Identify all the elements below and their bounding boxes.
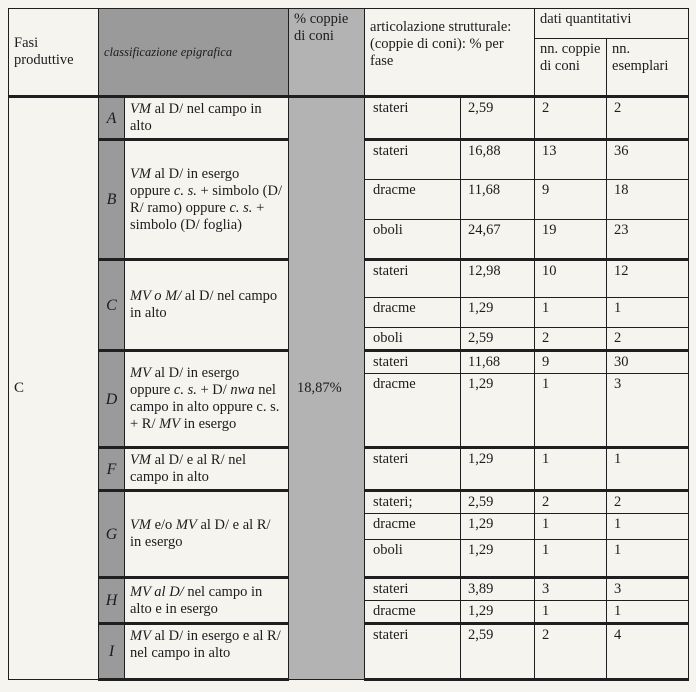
percent-cell: 1,29 (461, 448, 535, 491)
group-description (125, 491, 289, 578)
denomination-cell: stateri (365, 448, 461, 491)
percent-cell: 1,29 (461, 374, 535, 448)
coppie-count-cell: 2 (535, 491, 607, 514)
esemplari-count-cell: 3 (607, 374, 689, 448)
percent-cell: 2,59 (461, 328, 535, 351)
percent-cell: 2,59 (461, 491, 535, 514)
coppie-count-cell: 1 (535, 601, 607, 624)
group-description (125, 448, 289, 491)
coppie-count-cell: 19 (535, 220, 607, 260)
denomination-cell: dracme (365, 298, 461, 328)
percent-cell: 24,67 (461, 220, 535, 260)
percent-cell: 1,29 (461, 298, 535, 328)
description-segment: VM (130, 101, 151, 117)
esemplari-count-cell: 30 (607, 351, 689, 374)
description-segment: al D/ nel campo in alto (130, 101, 262, 134)
esemplari-count-cell: 1 (607, 514, 689, 540)
description-segment: VM (130, 165, 151, 182)
header-fasi: Fasi produttive (9, 9, 99, 97)
denomination-cell: oboli (365, 220, 461, 260)
esemplari-count-cell: 23 (607, 220, 689, 260)
percent-cell: 16,88 (461, 140, 535, 180)
denomination-cell: stateri (365, 140, 461, 180)
denomination-cell: dracme (365, 601, 461, 624)
esemplari-count-cell: 1 (607, 448, 689, 491)
coppie-count-cell: 3 (535, 578, 607, 601)
description-segment: e/o (150, 517, 176, 533)
production-phases-table (8, 8, 689, 681)
description-segment: MV (159, 416, 181, 432)
header-dati: dati quantitativi (535, 9, 689, 39)
esemplari-count-cell: 12 (607, 260, 689, 298)
group-letter: I (99, 624, 125, 680)
denomination-cell: oboli (365, 540, 461, 578)
percent-cell: 1,29 (461, 540, 535, 578)
coppie-count-cell: 1 (535, 514, 607, 540)
denomination-cell: oboli (365, 328, 461, 351)
description-segment: MV al D/ (130, 583, 184, 600)
description-segment: c. s. (173, 182, 197, 199)
description-segment: in esergo (180, 416, 237, 432)
coppie-count-cell: 1 (535, 298, 607, 328)
percent-cell: 11,68 (461, 180, 535, 220)
group-description (125, 351, 289, 448)
group-letter: B (99, 140, 125, 260)
group-description (125, 140, 289, 260)
description-segment: al D/ in esergo oppure (130, 365, 240, 398)
group-description (125, 260, 289, 351)
denomination-cell: stateri (365, 578, 461, 601)
coppie-count-cell: 9 (535, 351, 607, 374)
group-description (125, 624, 289, 680)
esemplari-count-cell: 2 (607, 328, 689, 351)
esemplari-count-cell: 2 (607, 97, 689, 140)
coppie-count-cell: 2 (535, 97, 607, 140)
description-segment: al D/ nel campo in alto (130, 288, 278, 321)
percent-cell: 12,98 (461, 260, 535, 298)
description-segment: VM (130, 517, 151, 533)
percent-cell: 3,89 (461, 578, 535, 601)
esemplari-count-cell: 3 (607, 578, 689, 601)
esemplari-count-cell: 1 (607, 540, 689, 578)
group-letter: G (99, 491, 125, 578)
description-segment: nel campo in alto e in esergo (130, 583, 263, 617)
denomination-cell: dracme (365, 374, 461, 448)
denomination-cell: stateri; (365, 491, 461, 514)
group-letter: H (99, 578, 125, 624)
description-segment: al D/ e al R/ in esergo (130, 517, 271, 550)
description-segment: al D/ in esergo e al R/ nel campo in alto (130, 628, 281, 661)
denomination-cell: stateri (365, 624, 461, 680)
esemplari-count-cell: 1 (607, 298, 689, 328)
group-letter: A (99, 97, 125, 140)
description-segment: al D/ e al R/ nel campo in alto (130, 452, 246, 485)
denomination-cell: stateri (365, 351, 461, 374)
phase-cell: C (9, 97, 99, 680)
denomination-cell: dracme (365, 514, 461, 540)
description-segment: + simbolo (D/ R/ ramo) oppure (130, 182, 282, 216)
denomination-cell: stateri (365, 260, 461, 298)
phase-percentage: 18,87% (289, 97, 365, 680)
percent-cell: 2,59 (461, 624, 535, 680)
percent-cell: 1,29 (461, 514, 535, 540)
denomination-cell: dracme (365, 180, 461, 220)
coppie-count-cell: 13 (535, 140, 607, 180)
header-nn-coppie: nn. coppie di coni (535, 39, 607, 97)
description-segment: MV o M/ (130, 288, 182, 304)
header-articolazione: articolazione strutturale:(coppie di coni): % per fase (365, 9, 535, 97)
denomination-cell: stateri (365, 97, 461, 140)
coppie-count-cell: 2 (535, 328, 607, 351)
description-segment: nel campo in alto oppure c. s. + R/ (130, 382, 280, 432)
header-classificazione: classificazione epigrafica (99, 9, 289, 97)
group-letter: D (99, 351, 125, 448)
description-segment: + D/ (196, 382, 231, 398)
coppie-count-cell: 2 (535, 624, 607, 680)
description-segment: MV (130, 628, 151, 644)
description-segment: MV (130, 365, 151, 381)
description-segment: MV (175, 517, 197, 533)
percent-cell: 11,68 (461, 351, 535, 374)
esemplari-count-cell: 1 (607, 601, 689, 624)
esemplari-count-cell: 36 (607, 140, 689, 180)
coppie-count-cell: 1 (535, 540, 607, 578)
percent-cell: 1,29 (461, 601, 535, 624)
header-nn-esemplari: nn. esemplari (607, 39, 689, 97)
coppie-count-cell: 10 (535, 260, 607, 298)
table-row (9, 97, 689, 140)
coppie-count-cell: 1 (535, 374, 607, 448)
group-letter: C (99, 260, 125, 351)
description-segment: nwa (230, 382, 255, 398)
description-segment: al D/ in esergo oppure (130, 165, 240, 199)
esemplari-count-cell: 2 (607, 491, 689, 514)
description-segment: c. s. (173, 382, 197, 398)
header-coppie: % coppie di coni (289, 9, 365, 97)
percent-cell: 2,59 (461, 97, 535, 140)
esemplari-count-cell: 4 (607, 624, 689, 680)
group-letter: F (99, 448, 125, 491)
group-description (125, 578, 289, 624)
coppie-count-cell: 1 (535, 448, 607, 491)
description-segment: VM (130, 452, 151, 468)
esemplari-count-cell: 18 (607, 180, 689, 220)
description-segment: c. s. (229, 199, 253, 216)
coppie-count-cell: 9 (535, 180, 607, 220)
description-segment: + simbolo (D/ foglia) (130, 199, 265, 233)
group-description (125, 97, 289, 140)
